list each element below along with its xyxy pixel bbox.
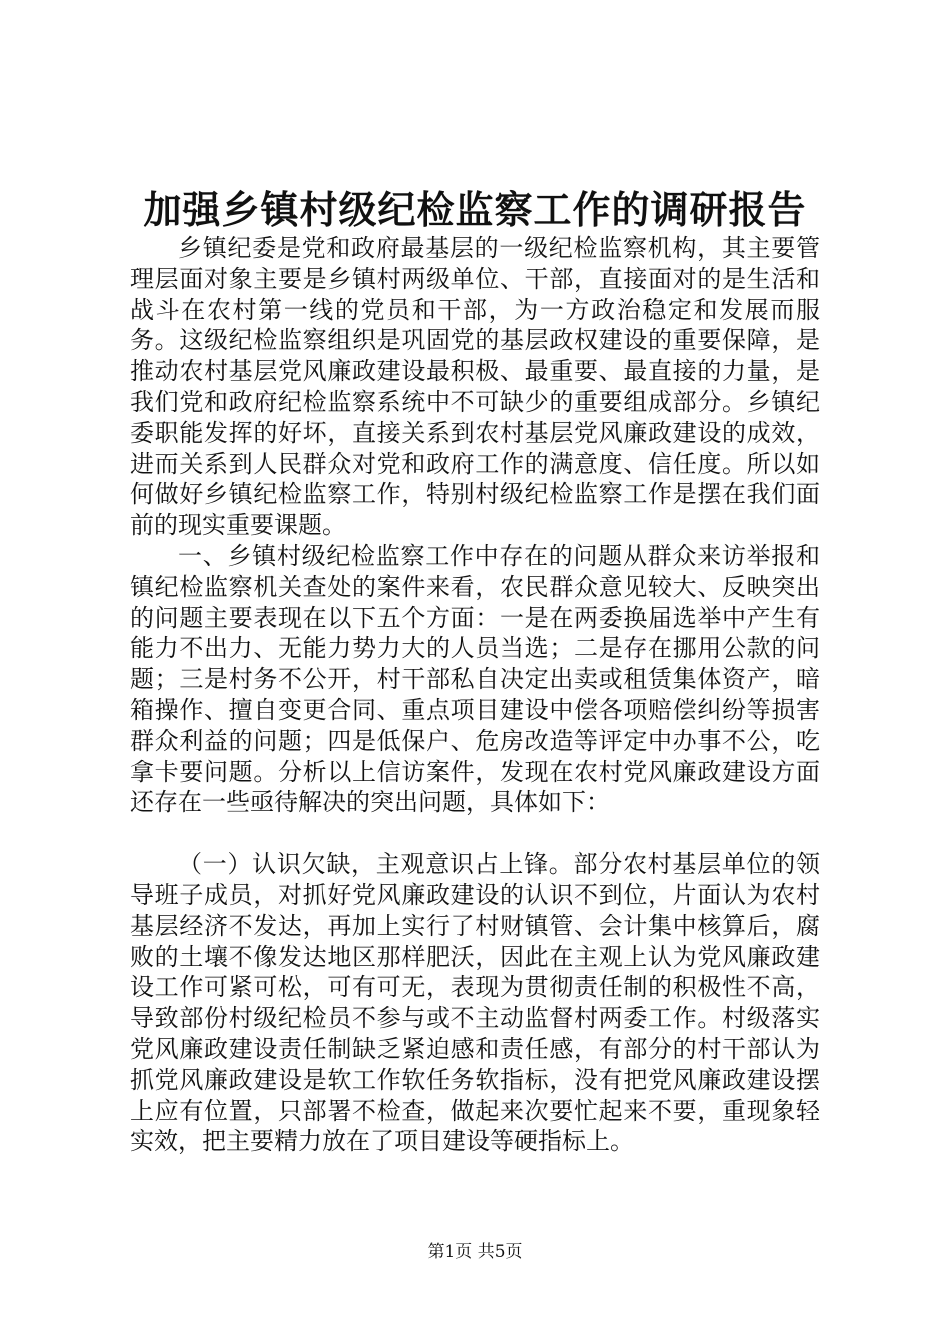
document-title: 加强乡镇村级纪检监察工作的调研报告 bbox=[143, 187, 807, 232]
body-paragraph-intro: 乡镇纪委是党和政府最基层的一级纪检监察机构，其主要管理层面对象主要是乡镇村两级单位、干部，直接面对的是生活和战斗在农村第一线的党员和干部，为一方政治稳定和发展而服务。这级纪检监察组织是巩固党的基层政权建设的重要保障，是推动农村基层党风廉政建设最积极、最重要、最直接的力量，是我们党和政府纪检监察系统中不可缺少的重要组成部分。乡镇纪委职能发挥的好坏，直接关系到农村基层党风廉政建设的成效，进而关系到人民群众对党和政府工作的满意度、信任度。所以如何做好乡镇纪检监察工作，特别村级纪检监察工作是摆在我们面前的现实重要课题。 bbox=[130, 234, 820, 540]
body-paragraph-section-one: （一）认识欠缺，主观意识占上锋。部分农村基层单位的领导班子成员，对抓好党风廉政建设的认识不到位，片面认为农村基层经济不发达，再加上实行了村财镇管、会计集中核算后，腐败的土壤不像发达地区那样肥沃，因此在主观上认为党风廉政建设工作可紧可松，可有可无，表现为贯彻责任制的积极性不高，导致部份村级纪检员不参与或不主动监督村两委工作。村级落实党风廉政建设责任制缺乏紧迫感和责任感，有部分的村干部认为抓党风廉政建设是软工作软任务软指标，没有把党风廉政建设摆上应有位置，只部署不检查，做起来次要忙起来不要，重现象轻实效，把主要精力放在了项目建设等硬指标上。 bbox=[130, 850, 820, 1156]
body-paragraph-problems: 一、乡镇村级纪检监察工作中存在的问题从群众来访举报和镇纪检监察机关查处的案件来看，农民群众意见较大、反映突出的问题主要表现在以下五个方面：一是在两委换届选举中产生有能力不出力、无能力势力大的人员当选；二是存在挪用公款的问题；三是村务不公开，村干部私自决定出卖或租赁集体资产，暗箱操作、擅自变更合同、重点项目建设中偿各项赔偿纠纷等损害群众利益的问题；四是低保户、危房改造等评定中办事不公，吃拿卡要问题。分析以上信访案件，发现在农村党风廉政建设方面还存在一些亟待解决的突出问题，具体如下： bbox=[130, 541, 820, 817]
document-body bbox=[130, 233, 820, 1157]
page-footer: 第1页 共5页 bbox=[427, 1242, 523, 1262]
